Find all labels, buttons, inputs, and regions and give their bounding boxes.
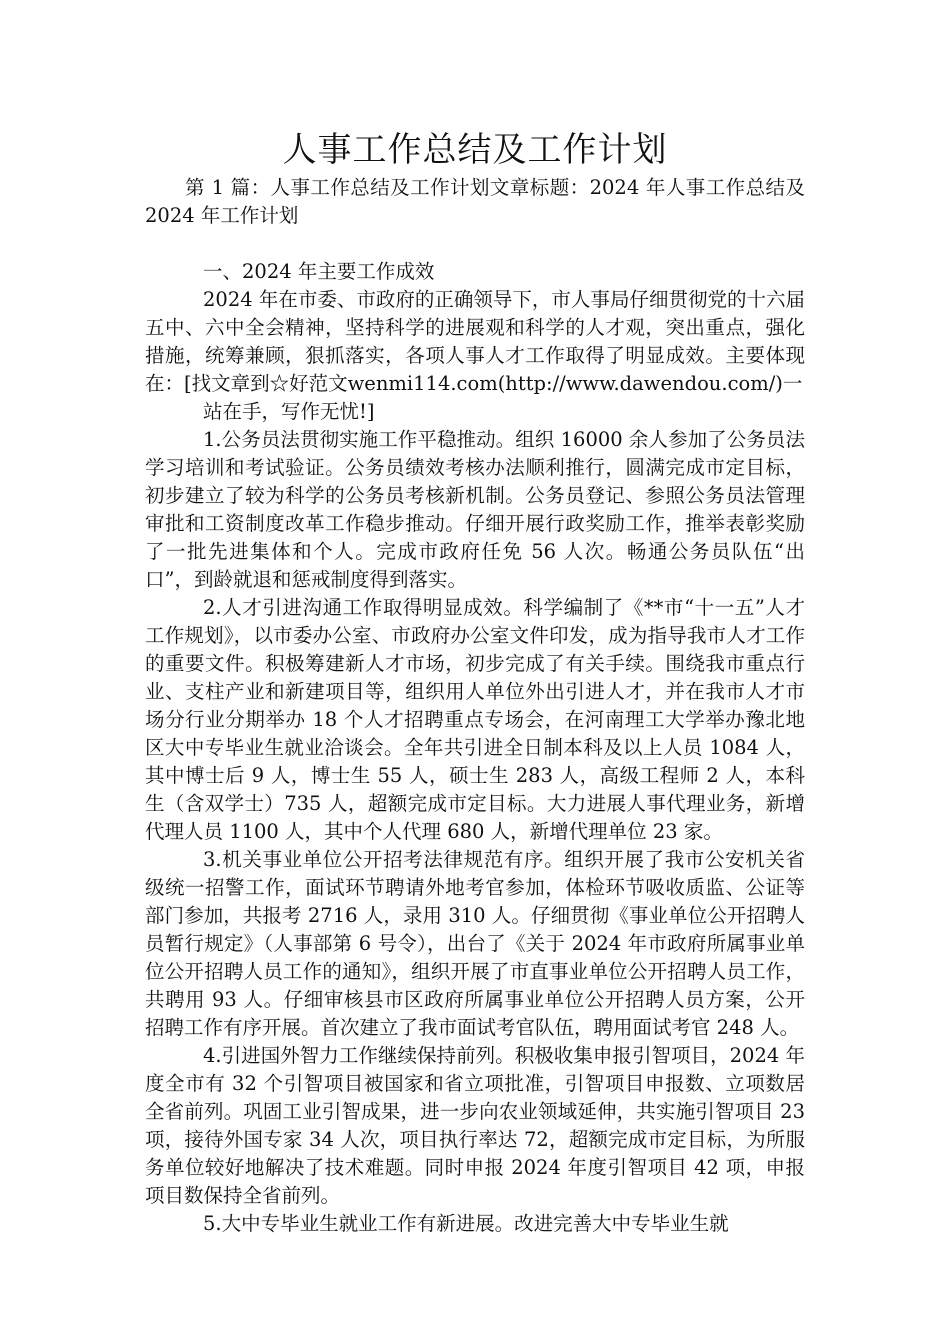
section-heading: 一、2024 年主要工作成效 bbox=[203, 260, 435, 283]
document-title: 人事工作总结及工作计划 bbox=[282, 130, 668, 170]
paragraph-item-5: 5.大中专毕业生就业工作有新进展。改进完善大中专毕业生就 bbox=[203, 1212, 729, 1235]
article-subtitle: 第 1 篇：人事工作总结及工作计划文章标题：2024 年人事工作总结及 2024 年工作计划 bbox=[145, 176, 805, 227]
spacer bbox=[145, 230, 805, 258]
document-page bbox=[145, 128, 805, 1238]
paragraph-item-4: 4.引进国外智力工作继续保持前列。积极收集申报引智项目，2024 年度全市有 32 个引智项目被国家和省立项批准，引智项目申报数、立项数居全省前列。巩固工业引智成果，进一步向农业领域延伸，共实施引智项目 23 项，接待外国专家 34 人次，项目执行率达 72，超额完成市定目标，为所服务单位较好地解决了技术难题。同时申报 2024 年度引智项目 42 项，申报项目数保持全省前列。 bbox=[145, 1044, 805, 1207]
paragraph-item-1: 1.公务员法贯彻实施工作平稳推动。组织 16000 余人参加了公务员法学习培训和考试验证。公务员绩效考核办法顺利推行，圆满完成市定目标，初步建立了较为科学的公务员考核新机制。公务员登记、参照公务员法管理审批和工资制度改革工作稳步推动。仔细开展行政奖励工作，推举表彰奖励了一批先进集体和个人。完成市政府任免 56 人次。畅通公务员队伍“出口”，到龄就退和惩戒制度得到落实。 bbox=[145, 428, 805, 591]
intro-paragraph-continued: 站在手，写作无忧!] bbox=[203, 400, 375, 423]
paragraph-item-3: 3.机关事业单位公开招考法律规范有序。组织开展了我市公安机关省级统一招警工作，面试环节聘请外地考官参加，体检环节吸收质监、公证等部门参加，共报考 2716 人，录用 310 人。仔细贯彻《事业单位公开招聘人员暂行规定》（人事部第 6 号令），出台了《关于 2024 年市政府所属事业单位公开招聘人员工作的通知》，组织开展了市直事业单位公开招聘人员工作，共聘用 93 人。仔细审核县市区政府所属事业单位公开招聘人员方案，公开招聘工作有序开展。首次建立了我市面试考官队伍，聘用面试考官 248 人。 bbox=[145, 848, 805, 1039]
paragraph-item-2: 2.人才引进沟通工作取得明显成效。科学编制了《**市“十一五”人才工作规划》，以市委办公室、市政府办公室文件印发，成为指导我市人才工作的重要文件。积极筹建新人才市场，初步完成了有关手续。围绕我市重点行业、支柱产业和新建项目等，组织用人单位外出引进人才，并在我市人才市场分行业分期举办 18 个人才招聘重点专场会，在河南理工大学举办豫北地区大中专毕业生就业洽谈会。全年共引进全日制本科及以上人员 1084 人，其中博士后 9 人，博士生 55 人，硕士生 283 人，高级工程师 2 人，本科生（含双学士）735 人，超额完成市定目标。大力进展人事代理业务，新增代理人员 1100 人，其中个人代理 680 人，新增代理单位 23 家。 bbox=[145, 596, 805, 843]
intro-paragraph: 2024 年在市委、市政府的正确领导下，市人事局仔细贯彻党的十六届五中、六中全会精神，坚持科学的进展观和科学的人才观，突出重点，强化措施，统筹兼顾，狠抓落实，各项人事人才工作取得了明显成效。主要体现在：[找文章到☆好范文wenmi114.com(http://www.dawendou.com/)一 bbox=[145, 288, 805, 395]
